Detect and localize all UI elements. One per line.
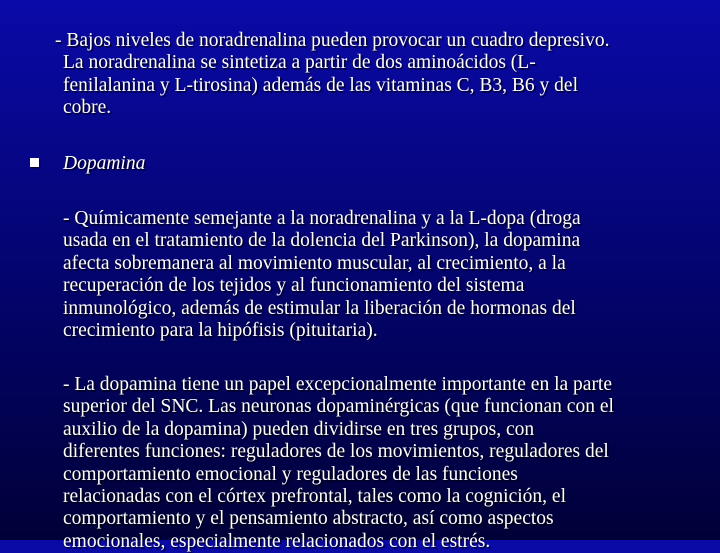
paragraph-line: - La dopamina tiene un papel excepcionalmente importante en la parte (63, 374, 613, 395)
paragraph-dopamina-snc (63, 374, 614, 553)
paragraph-line: - Bajos niveles de noradrenalina pueden provocar un cuadro depresivo. (55, 30, 610, 51)
paragraph-line: recuperación de los tejidos y al funcionamiento del sistema (63, 275, 525, 297)
paragraph-line: crecimiento para la hipófisis (pituitaria). (63, 320, 378, 342)
bullet-title: Dopamina (63, 153, 146, 174)
paragraph-line: - Químicamente semejante a la noradrenalina y a la L-dopa (droga (63, 208, 581, 229)
bullet-dopamina (30, 153, 145, 175)
paragraph-line: La noradrenalina se sintetiza a partir de dos aminoácidos (L- (63, 52, 536, 74)
paragraph-dopamina-quimica (63, 208, 581, 342)
paragraph-line: emocionales, especialmente relacionados con el estrés. (63, 530, 491, 552)
paragraph-line: diferentes funciones: reguladores de los movimientos, reguladores del (63, 441, 609, 463)
square-bullet-icon (30, 158, 39, 167)
paragraph-line: comportamiento emocional y reguladores de las funciones (63, 463, 518, 485)
paragraph-line: fenilalanina y L-tirosina) además de las vitaminas C, B3, B6 y del (63, 74, 578, 96)
paragraph-noradrenalina (55, 30, 609, 120)
paragraph-line: usada en el tratamiento de la dolencia del Parkinson), la dopamina (63, 230, 581, 252)
paragraph-line: inmunológico, además de estimular la liberación de hormonas del (63, 297, 576, 319)
paragraph-line: superior del SNC. Las neuronas dopaminérgicas (que funcionan con el (63, 396, 614, 418)
paragraph-line: cobre. (63, 97, 112, 119)
paragraph-line: comportamiento y el pensamiento abstracto, así como aspectos (63, 508, 554, 530)
paragraph-line: auxilio de la dopamina) pueden dividirse en tres grupos, con (63, 418, 535, 440)
paragraph-line: afecta sobremanera al movimiento muscular, al crecimiento, a la (63, 252, 566, 274)
paragraph-line: relacionadas con el córtex prefrontal, tales como la cognición, el (63, 486, 566, 508)
